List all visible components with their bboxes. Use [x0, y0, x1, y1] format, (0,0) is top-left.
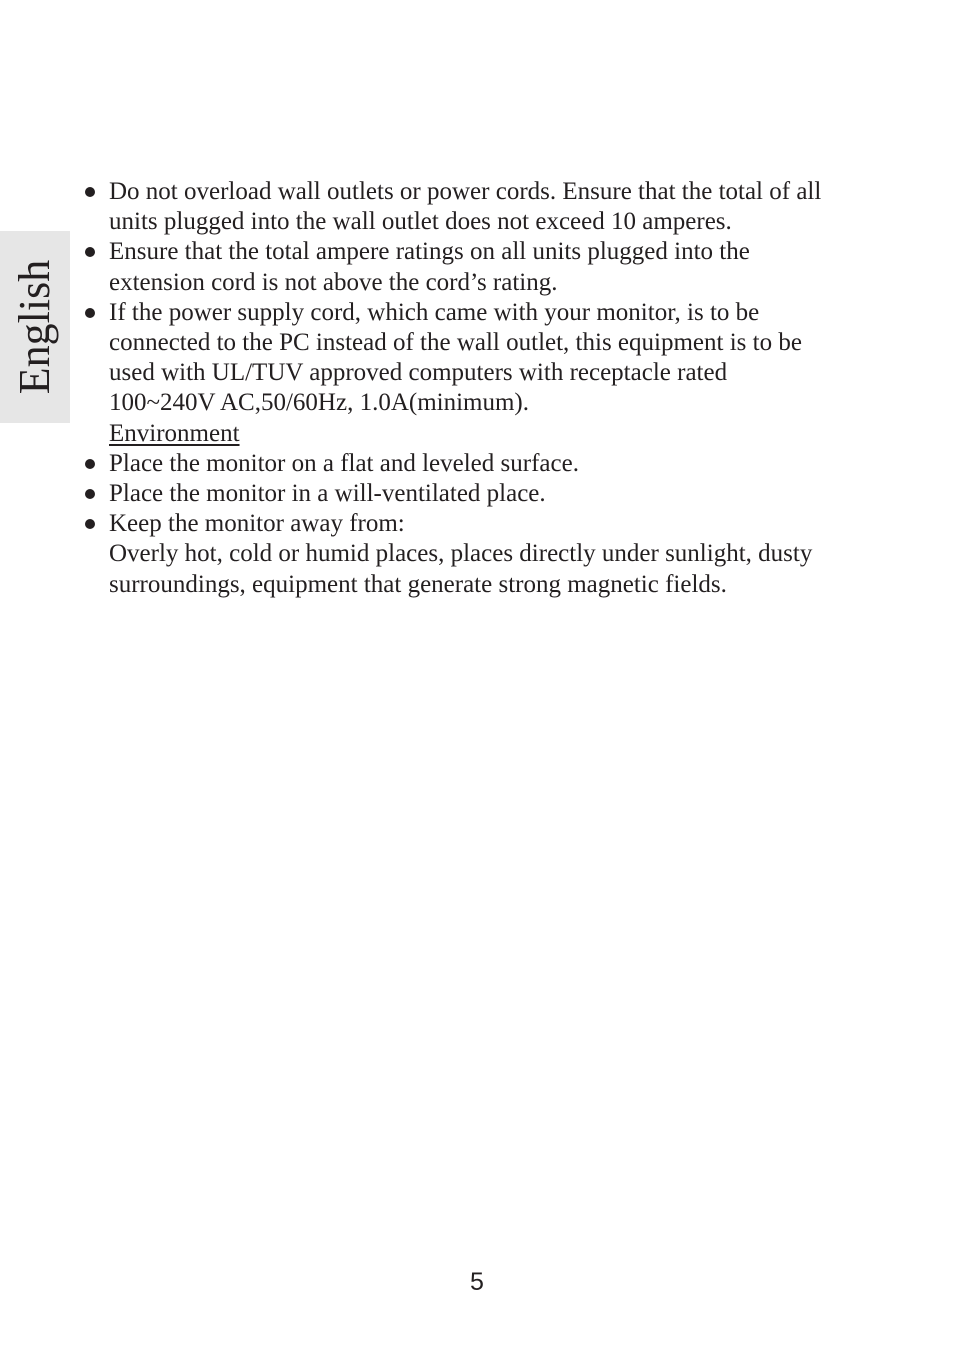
list-item-line: connected to the PC instead of the wall outlet, this equipment is to be [109, 329, 802, 357]
list-item-line: Place the monitor in a will-ventilated place. [109, 480, 546, 508]
language-tab-label: English [10, 259, 59, 395]
list-item-line: Do not overload wall outlets or power cords. Ensure that the total of all [109, 178, 822, 205]
list-item-line: 100~240V AC,50/60Hz, 1.0A(minimum). [109, 389, 530, 417]
list-item [83, 479, 883, 509]
list-item-line: surroundings, equipment that generate strong magnetic fields. [109, 570, 727, 598]
list-item-line: used with UL/TUV approved computers with receptacle rated [109, 359, 728, 387]
bullet-icon [85, 187, 95, 197]
list-item-line: Overly hot, cold or humid places, places directly under sunlight, dusty [109, 540, 813, 568]
list-item-line: Place the monitor on a flat and leveled surface. [109, 449, 579, 477]
list-item [83, 449, 883, 479]
bullet-icon [85, 489, 95, 499]
list-item-line: If the power supply cord, which came with your monitor, is to be [109, 298, 760, 326]
language-tab [0, 231, 70, 423]
section-heading-text: Environment [109, 419, 240, 447]
section-heading-environment [83, 419, 883, 449]
list-item [83, 177, 883, 237]
safety-notes [83, 177, 883, 600]
list-item-line: Ensure that the total ampere ratings on all units plugged into the [109, 238, 750, 266]
bullet-icon [85, 247, 95, 257]
list-item-line: units plugged into the wall outlet does not exceed 10 amperes. [109, 208, 732, 236]
list-item [83, 237, 883, 297]
list-item [83, 509, 883, 600]
page-number: 5 [470, 1268, 484, 1296]
list-item-line: Keep the monitor away from: [109, 510, 405, 538]
bullet-icon [85, 519, 95, 529]
bullet-icon [85, 459, 95, 469]
list-item-line: extension cord is not above the cord’s rating. [109, 268, 558, 296]
list-item [83, 298, 883, 419]
bullet-icon [85, 308, 95, 318]
